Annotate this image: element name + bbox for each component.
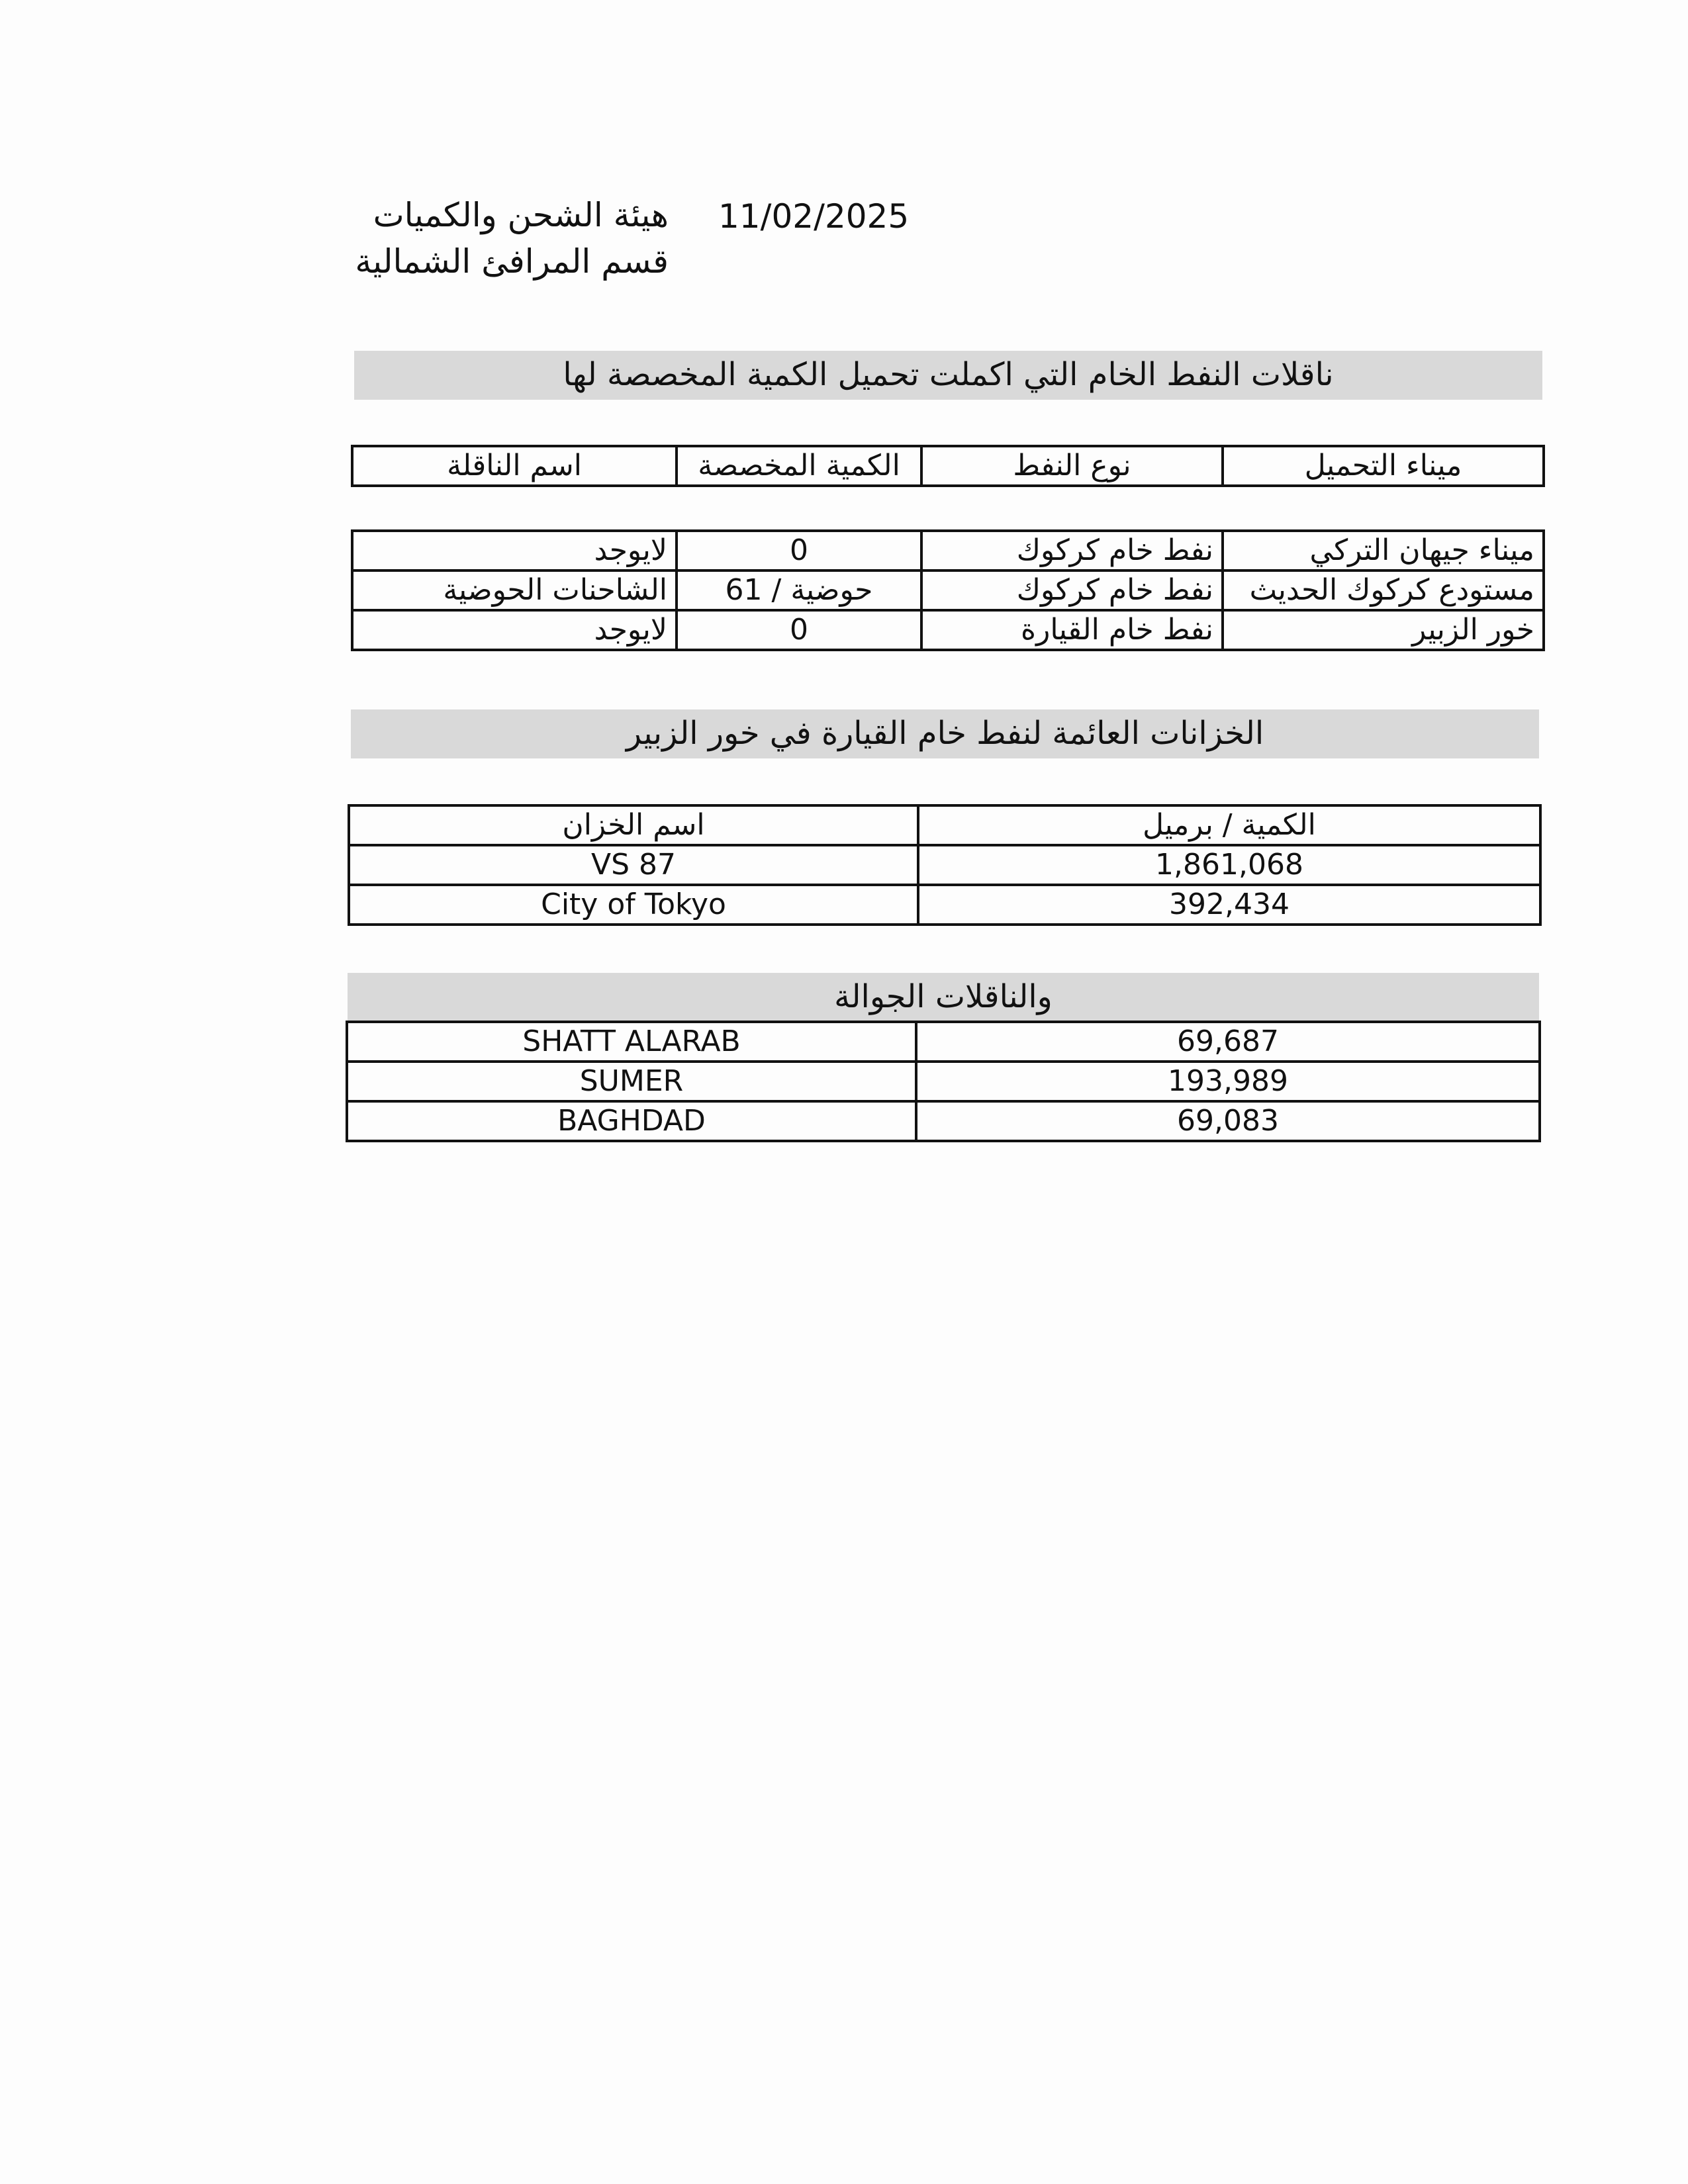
table-row [347,1062,1540,1101]
section2-title: الخزانات العائمة لنفط خام القيارة في خور الزبير [351,709,1539,758]
cell-tanker-name: BAGHDAD [347,1101,916,1141]
department-name: قسم المرافئ الشمالية [355,242,669,281]
cell-tank-name: VS 87 [349,845,918,885]
table-row [347,1101,1540,1141]
organization-name: هيئة الشحن والكميات [373,196,669,234]
cell-quantity: 193,989 [916,1062,1540,1101]
section1-header-row [352,446,1544,486]
column-header-allocated-quantity: الكمية المخصصة [677,446,921,486]
cell-quantity: 69,687 [916,1022,1540,1062]
cell-quantity: 69,083 [916,1101,1540,1141]
column-header-loading-port: ميناء التحميل [1223,446,1544,486]
cell-tanker: لايوجد [352,610,677,650]
cell-quantity: 0 [677,610,921,650]
table-row [352,610,1544,650]
cell-quantity: 1,861,068 [918,845,1540,885]
table-row [352,531,1544,570]
column-header-oil-type: نوع النفط [921,446,1223,486]
cell-port: خور الزبير [1223,610,1544,650]
table-row [347,1022,1540,1062]
cell-oil-type: نفط خام كركوك [921,531,1223,570]
section3-title: والناقلات الجوالة [348,973,1539,1023]
cell-tanker: لايوجد [352,531,677,570]
column-header-quantity-barrels: الكمية / برميل [918,805,1540,845]
column-header-tank-name: اسم الخزان [349,805,918,845]
table-row [352,570,1544,610]
cell-oil-type: نفط خام كركوك [921,570,1223,610]
cell-port: مستودع كركوك الحديث [1223,570,1544,610]
cell-quantity: حوضية / 61 [677,570,921,610]
column-header-tanker-name: اسم الناقلة [352,446,677,486]
cell-tanker-name: SHATT ALARAB [347,1022,916,1062]
cell-oil-type: نفط خام القيارة [921,610,1223,650]
section3-table [346,1021,1541,1142]
table-row [349,885,1540,925]
cell-quantity: 392,434 [918,885,1540,925]
section1-data-table [351,529,1545,651]
section1-header-table [351,445,1545,487]
cell-tanker-name: SUMER [347,1062,916,1101]
cell-port: ميناء جيهان التركي [1223,531,1544,570]
section1-title: ناقلات النفط الخام التي اكملت تحميل الكمية المخصصة لها [354,351,1542,400]
cell-tank-name: City of Tokyo [349,885,918,925]
table-row [349,845,1540,885]
cell-quantity: 0 [677,531,921,570]
section2-header-row [349,805,1540,845]
document-date: 11/02/2025 [718,197,910,236]
cell-tanker: الشاحنات الحوضية [352,570,677,610]
section2-table [348,804,1542,926]
